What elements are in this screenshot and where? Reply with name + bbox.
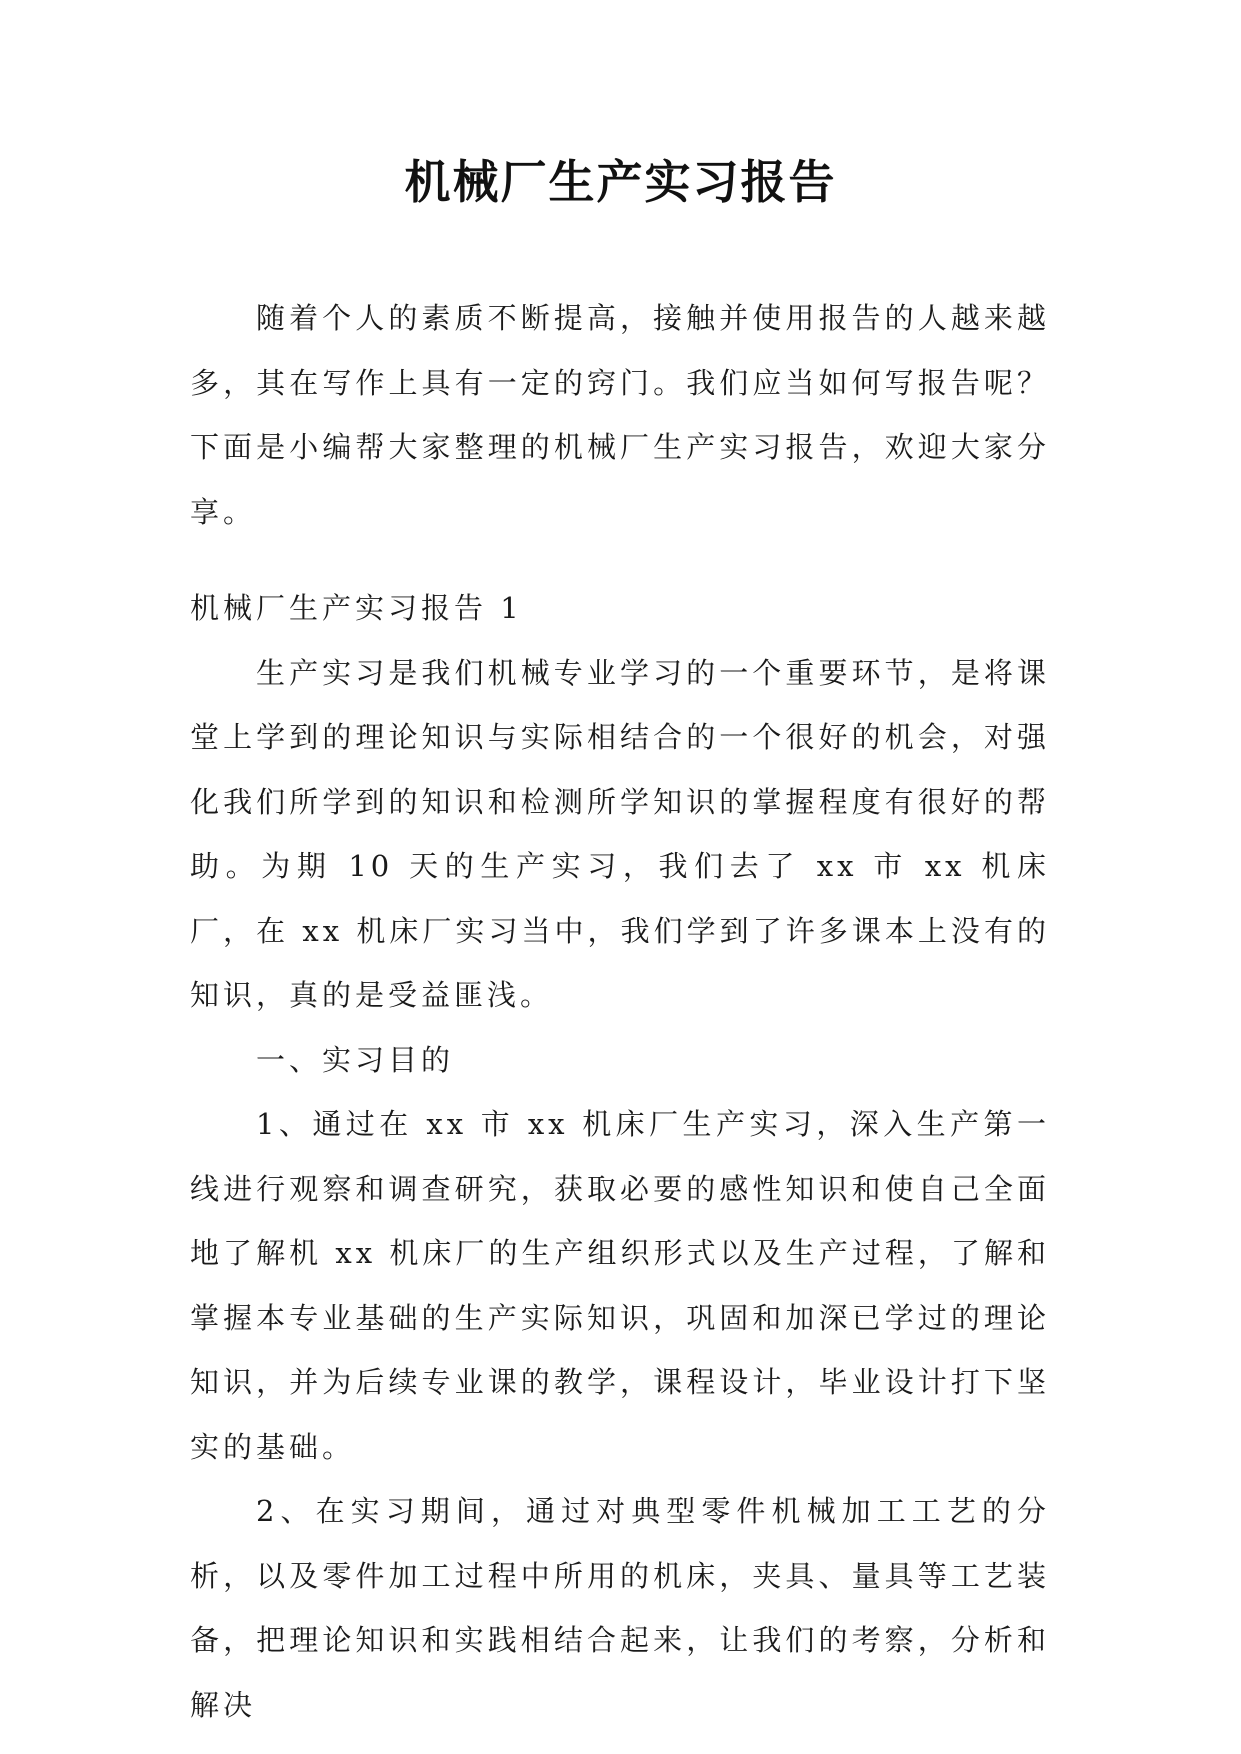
section-heading: 机械厂生产实习报告 1 <box>190 591 523 625</box>
intro-block <box>190 286 1050 544</box>
document-title: 机械厂生产实习报告 <box>404 155 837 209</box>
body-paragraph: 生产实习是我们机械专业学习的一个重要环节，是将课堂上学到的理论知识与实际相结合的一个很好的机会，对强化我们所学到的知识和检测所学知识的掌握程度有很好的帮助。为期 10 天的生产实习，我们去了 xx 市 xx 机床厂，在 xx 机床厂实习当中，我们学到了许多课本上没有的知识，真的是受益匪浅。 <box>190 655 1050 1012</box>
intro-paragraph: 随着个人的素质不断提高，接触并使用报告的人越来越多，其在写作上具有一定的窍门。我们应当如何写报告呢？下面是小编帮大家整理的机械厂生产实习报告，欢迎大家分享。 <box>190 301 1050 529</box>
subheading-objectives: 一、实习目的 <box>256 1042 455 1077</box>
report-content <box>190 576 1050 1737</box>
body-paragraph: 1、通过在 xx 市 xx 机床厂生产实习，深入生产第一线进行观察和调查研究，获取必要的感性知识和使自己全面地了解机 xx 机床厂的生产组织形式以及生产过程，了解和掌握本专业基础的生产实际知识，巩固和加深已学过的理论知识，并为后续专业课的教学，课程设计，毕业设计打下坚实的基础。 <box>190 1107 1050 1464</box>
body-paragraph: 2、在实习期间，通过对典型零件机械加工工艺的分析，以及零件加工过程中所用的机床，夹具、量具等工艺装备，把理论知识和实践相结合起来，让我们的考察，分析和解决 <box>190 1494 1050 1722</box>
